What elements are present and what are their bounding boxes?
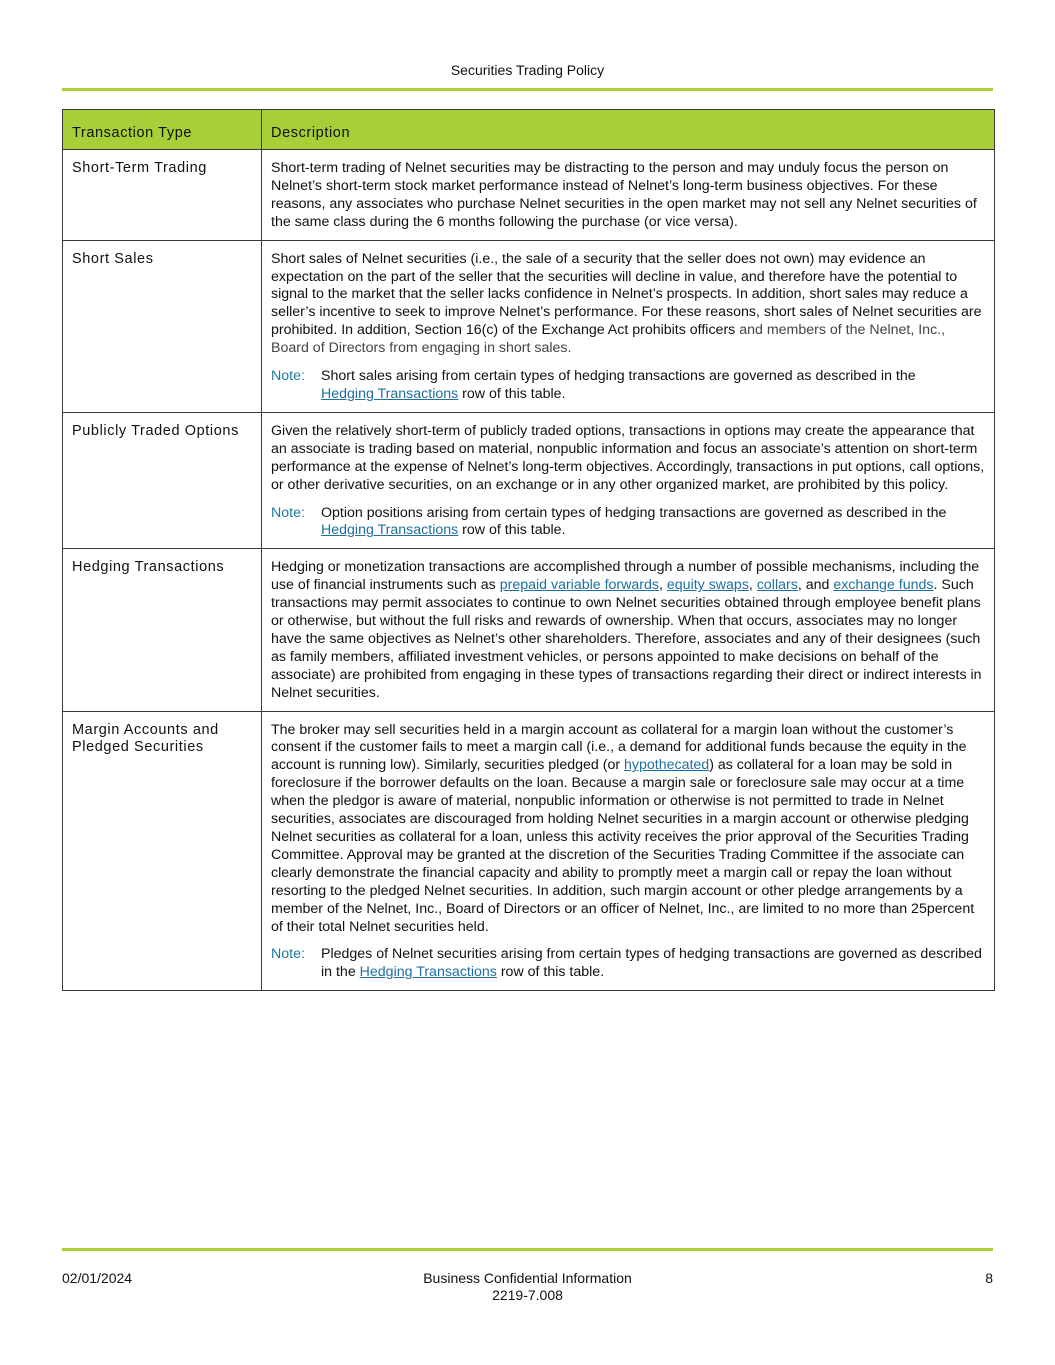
table-row	[63, 150, 995, 241]
hedging-transactions-link[interactable]: Hedging Transactions	[321, 522, 459, 539]
row-type-short-term-trading: Short-Term Trading	[63, 150, 262, 241]
row-type-margin-accounts: Margin Accounts and Pledged Securities	[63, 711, 262, 991]
footer-center	[62, 1270, 993, 1304]
table-row	[63, 711, 995, 991]
table-row	[63, 412, 995, 548]
note-text: Short sales arising from certain types of hedging transactions are governed as described in the Hedging Transactions row of this table.	[321, 368, 916, 402]
footer-divider	[62, 1248, 993, 1251]
note-block	[271, 368, 985, 404]
row-desc-short-term-trading	[262, 150, 995, 241]
note-text: Pledges of Nelnet securities arising from certain types of hedging transactions are governed as described in the Hedging Transactions row of this table.	[321, 946, 982, 981]
row-type-publicly-traded-options: Publicly Traded Options	[63, 412, 262, 548]
prepaid-variable-forwards-link[interactable]: prepaid variable forwards	[499, 577, 660, 594]
table-row	[63, 240, 995, 412]
row-desc-publicly-traded-options	[262, 412, 995, 548]
header-divider	[62, 88, 993, 91]
collars-link[interactable]: collars	[756, 577, 798, 594]
equity-swaps-link[interactable]: equity swaps	[666, 577, 749, 594]
table-row	[63, 549, 995, 711]
exchange-funds-link[interactable]: exchange funds	[833, 577, 934, 594]
column-header-description: Description	[262, 110, 995, 150]
description-text: Short-term trading of Nelnet securities may be distracting to the person and may unduly focus the person on Nelnet’s short-term stock market performance instead of Nelnet’s long-term business objectives. For these reasons, any associates who purchase Nelnet securities in the open market may not sell any Nelnet securities of the same class during the 6 months following the purchase (or vice versa).	[271, 160, 977, 230]
note-label: Note:	[271, 368, 305, 385]
row-type-hedging-transactions: Hedging Transactions	[63, 549, 262, 711]
note-label: Note:	[271, 504, 305, 521]
description-text: Given the relatively short-term of publicly traded options, transactions in options may create the appearance that an associate is trading based on material, nonpublic information and focus an associate’s attention on short-term performance at the expense of Nelnet’s long-term objectives. Accordingly, transactions in put options, call options, or other derivative securities, on an exchange or in any other organized market, are prohibited by this policy.	[271, 422, 985, 493]
hypothecated-link[interactable]: hypothecated	[624, 757, 710, 774]
footer-date: 02/01/2024	[62, 1270, 133, 1286]
column-header-transaction-type: Transaction Type	[63, 110, 262, 150]
footer-document-id: 2219-7.008	[492, 1287, 563, 1303]
row-desc-short-sales	[262, 240, 995, 412]
footer-confidential-label: Business Confidential Information	[423, 1270, 632, 1286]
description-text: Short sales of Nelnet securities (i.e., the sale of a security that the seller does not own) may evidence an expectation on the part of the seller that the securities will decline in value, and therefore have the potential to signal to the market that the seller lacks confidence in Nelnet’s prospects. In addition, short sales may reduce a seller’s incentive to seek to improve Nelnet’s performance. For these reasons, short sales of Nelnet securities are prohibited. In addition, Section 16(c) of the Exchange Act prohibits officers and members of the Nelnet, Inc., Board of Directors from engaging in short sales.	[271, 250, 982, 357]
footer-page-number: 8	[985, 1270, 993, 1286]
table-header-row	[63, 110, 995, 150]
transaction-policy-table	[62, 109, 995, 991]
note-block	[271, 946, 985, 982]
page-header-title: Securities Trading Policy	[450, 62, 605, 78]
description-text: The broker may sell securities held in a margin account as collateral for a margin loan without the customer’s consent if the customer fails to meet a margin call (i.e., a demand for additional funds because the equity in the account is running low). Similarly, securities pledged (or hypothecated) as collateral for a loan may be sold in foreclosure if the borrower defaults on the loan. Because a margin sale or foreclosure sale may occur at a time when the pledgor is aware of material, nonpublic information or otherwise is not permitted to trade in Nelnet securities, associates are discouraged from holding Nelnet securities in a margin account or otherwise pledging Nelnet securities as collateral for a loan, unless this activity receives the prior approval of the Securities Trading Committee. Approval may be granted at the discretion of the Securities Trading Committee if the associate can clearly demonstrate the financial capacity and ability to promptly meet a margin call or repay the loan without resorting to the pledged Nelnet securities. In addition, such margin account or other pledge arrangements by a member of the Nelnet, Inc., Board of Directors or an officer of Nelnet, Inc., are limited to no more than 25percent of their total Nelnet securities held.	[271, 721, 975, 935]
hedging-transactions-link[interactable]: Hedging Transactions	[321, 385, 459, 402]
note-text: Option positions arising from certain types of hedging transactions are governed as described in the Hedging Transactions row of this table.	[321, 504, 947, 539]
row-type-short-sales: Short Sales	[63, 240, 262, 412]
row-desc-hedging-transactions	[262, 549, 995, 711]
note-label: Note:	[271, 946, 305, 963]
row-desc-margin-accounts	[262, 711, 995, 991]
note-block	[271, 505, 985, 541]
description-text: Hedging or monetization transactions are accomplished through a number of possible mechanisms, including the use of financial instruments such as prepaid variable forwards, equity swaps, collars, and exchange funds. Such transactions may permit associates to continue to own Nelnet securities obtained through employee benefit plans or otherwise, but without the full risks and rewards of ownership. When that occurs, associates may no longer have the same objectives as Nelnet’s other shareholders. Therefore, associates and any of their designees (such as family members, affiliated investment vehicles, or persons appointed to make decisions on behalf of the associate) are prohibited from engaging in these types of transactions regarding their direct or indirect interests in Nelnet securities.	[271, 559, 982, 701]
hedging-transactions-link[interactable]: Hedging Transactions	[359, 964, 497, 981]
